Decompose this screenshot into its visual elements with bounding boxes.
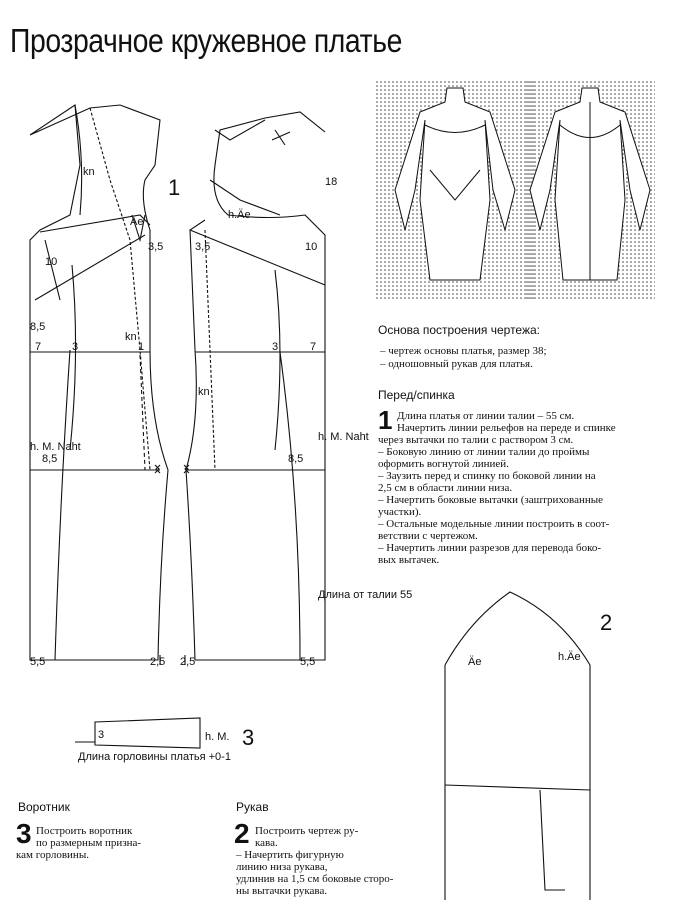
sleeve-number: 2 [600, 610, 613, 635]
label-naht-right: h. M. Naht [318, 431, 369, 443]
sleeve-line: линию низа рукава, [236, 861, 328, 873]
label-35-left: 3,5 [148, 241, 164, 253]
sleeve-line: ны вытачки рукава. [236, 885, 328, 897]
front-back-heading: Перед/спинка [378, 388, 455, 402]
step1-line: ветствии с чертежом. [378, 530, 478, 542]
collar-step-number: 3 [16, 818, 32, 849]
collar-label: Длина горловины платья +0-1 [78, 751, 231, 763]
sleeve-line: кава. [255, 837, 278, 849]
label-7-right: 7 [310, 341, 317, 353]
label-ae-left: Äe [130, 216, 144, 228]
basis-item: – одношовный рукав для платья. [380, 358, 533, 370]
step1-line: – Заузить перед и спинку по боковой линии на [378, 470, 596, 482]
label-55-left: 5,5 [30, 656, 46, 668]
label-waist-length: Длина от талии 55 [318, 589, 413, 601]
label-85-left: 8,5 [30, 321, 46, 333]
label-kn-mid: kn [125, 331, 137, 343]
collar-hm: h. M. [205, 731, 230, 743]
step1-number: 1 [378, 405, 393, 435]
label-85-bottom-right: 8,5 [288, 453, 304, 465]
collar-line: по размерным призна- [36, 837, 142, 849]
page-title: Прозрачное кружевное платье [10, 22, 402, 59]
collar-line: Построить воротник [36, 825, 133, 837]
label-3-left: 3 [72, 341, 79, 353]
label-kn-top: kn [83, 166, 95, 178]
label-35-right: 3,5 [195, 241, 211, 253]
collar-outline [95, 718, 200, 748]
collar-mark-3: 3 [98, 729, 105, 741]
label-ae-right: h.Äe [228, 209, 251, 221]
step1-line: – Начертить линии разрезов для перевода боко- [378, 542, 602, 554]
label-25-right: 2,5 [180, 656, 196, 668]
step1-line: оформить вогнутой линией. [378, 458, 509, 470]
collar-number: 3 [242, 725, 255, 750]
collar-line: кам горловины. [16, 849, 89, 861]
step1-line: – Остальные модельные линии построить в соот- [378, 518, 610, 530]
sleeve-heading: Рукав [236, 800, 269, 814]
sleeve-ae-right: h.Äe [558, 651, 581, 663]
sleeve-line: Построить чертеж ру- [255, 825, 359, 837]
basis-heading: Основа построения чертежа: [378, 323, 541, 337]
step1-line: Длина платья от линии талии – 55 см. [397, 410, 575, 422]
step1-line: участки). [378, 506, 422, 518]
step1-line: вых вытачек. [378, 554, 440, 566]
front-piece-outline [30, 105, 168, 660]
basis-item: – чертеж основы платья, размер 38; [380, 345, 547, 357]
piece-number: 1 [168, 175, 181, 200]
label-85-bottom-left: 8,5 [42, 453, 58, 465]
label-1: 1 [138, 341, 145, 353]
label-18: 18 [325, 176, 338, 188]
step1-line: 2,5 см в области линии низа. [378, 482, 513, 494]
label-kn-right: kn [198, 386, 210, 398]
label-10-right: 10 [305, 241, 318, 253]
step1-line: через вытачки по талии с раствором 3 см. [378, 434, 574, 446]
step1-line: Начертить линии рельефов на переде и спинке [397, 422, 616, 434]
label-55-right: 5,5 [300, 656, 316, 668]
collar-heading: Воротник [18, 800, 70, 814]
sleeve-ae-left: Äe [468, 656, 482, 668]
sleeve-line: удлинив на 1,5 см боковые сторо- [236, 873, 394, 885]
label-naht-left: h. M. Naht [30, 441, 81, 453]
step1-line: – Боковую линию от линии талии до проймы [378, 446, 590, 458]
sleeve-line: – Начертить фигурную [236, 849, 344, 861]
front-dress-illustration [375, 80, 535, 300]
label-3-right: 3 [272, 341, 279, 353]
sleeve-step-number: 2 [234, 818, 250, 849]
label-25-left: 2,5 [150, 656, 166, 668]
sleeve-outline [445, 592, 590, 900]
label-7-left: 7 [35, 341, 42, 353]
step1-line: – Начертить боковые вытачки (заштрихованные [378, 494, 604, 506]
back-dress-illustration [525, 80, 655, 300]
label-10-left: 10 [45, 256, 58, 268]
